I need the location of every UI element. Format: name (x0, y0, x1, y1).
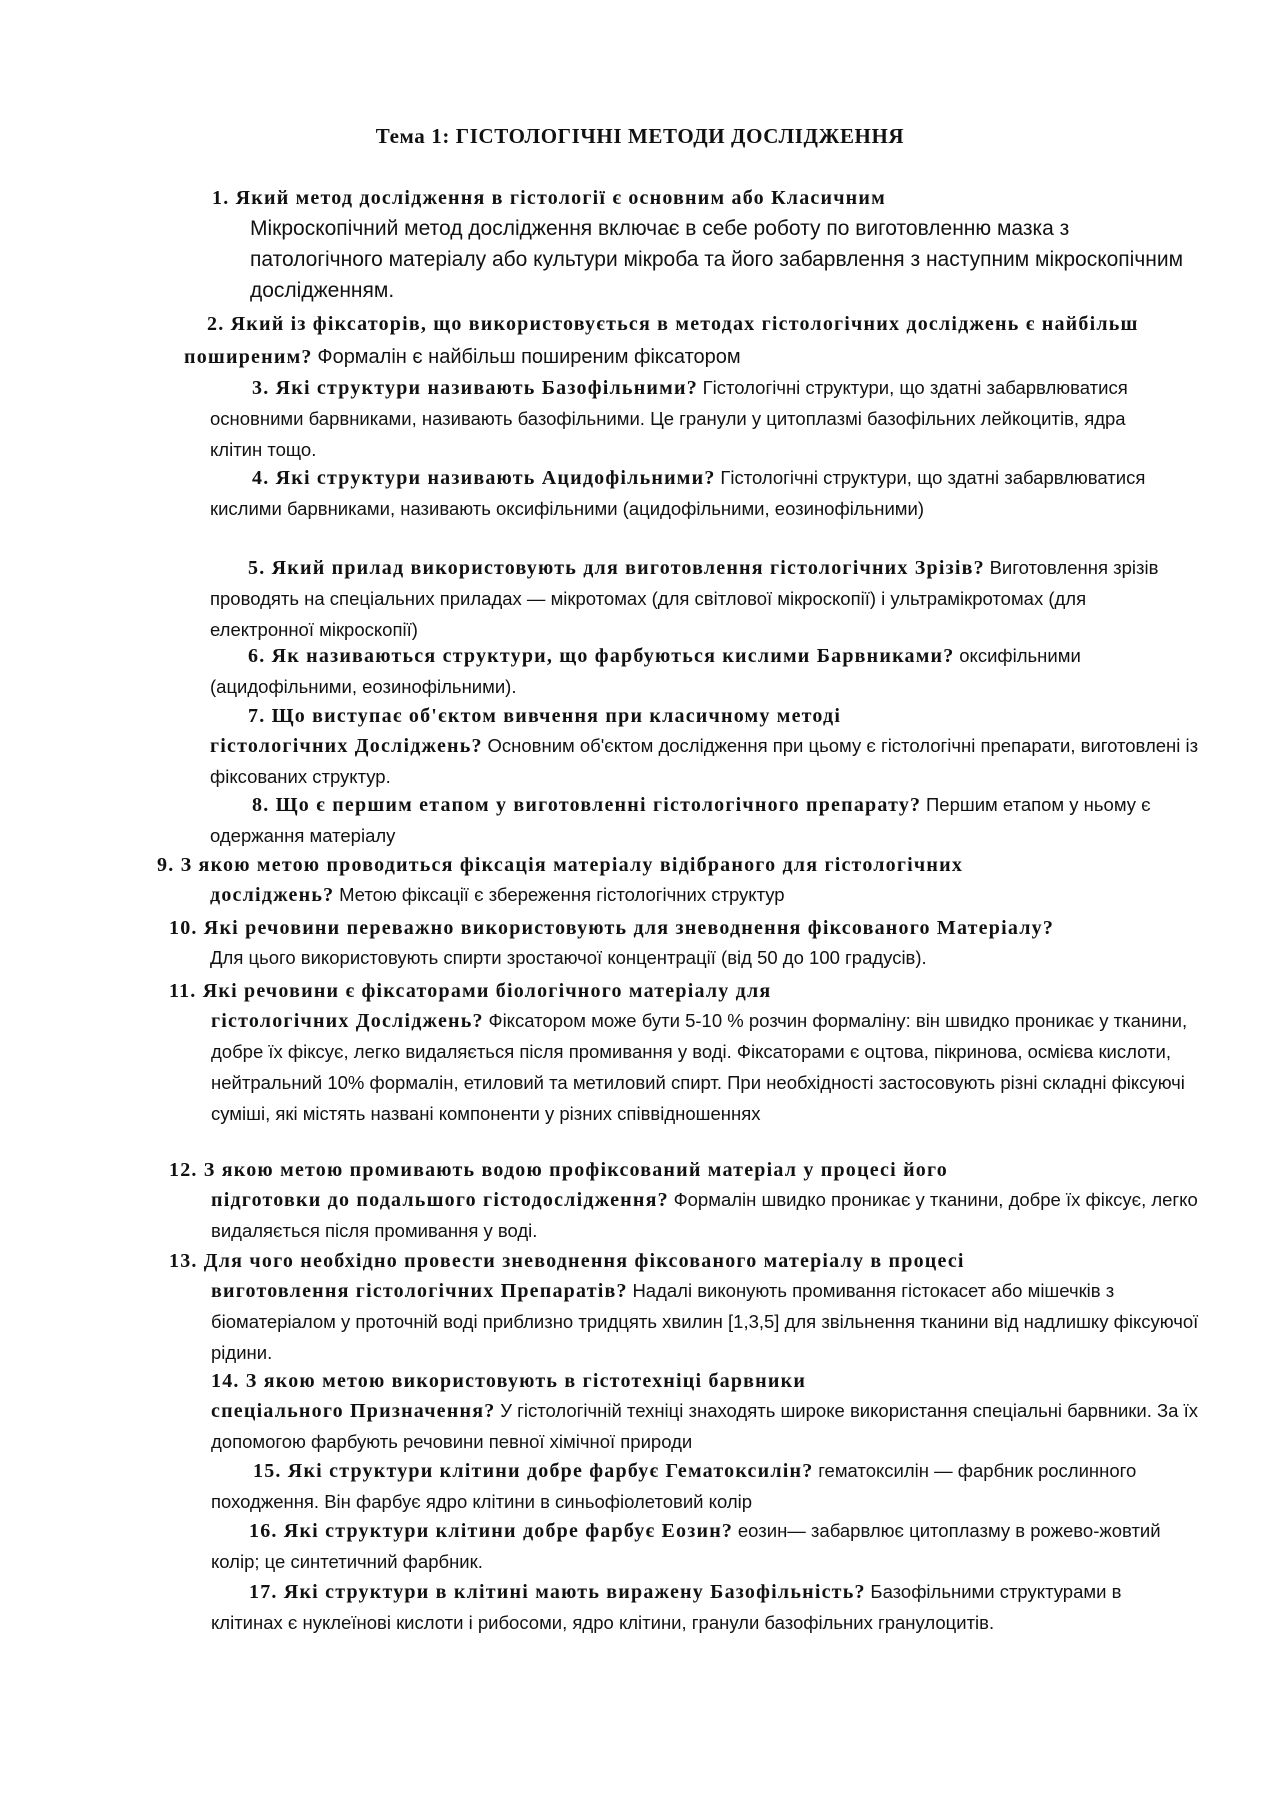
question-2 (184, 308, 1174, 374)
question-2-text: 2. Який із фіксаторів, що використовується в методах гістологічних досліджень є найбільш поширеним? (184, 313, 1139, 368)
answer-16-text: еозин— забарвлює цитоплазму в рожево-жовтий колір; це синтетичний фарбник. (211, 1520, 1161, 1572)
page-title: Тема 1: ГІСТОЛОГІЧНІ МЕТОДИ ДОСЛІДЖЕННЯ (375, 124, 905, 148)
answer-10-text: Для цього використовують спирти зростаючої концентрації (від 50 до 100 градусів). (210, 947, 927, 968)
answer-12-text: Формалін швидко проникає у тканини, добре їх фіксує, легко видаляється після промивання у воді. (211, 1189, 1198, 1241)
question-12 (169, 1155, 1209, 1247)
question-8-text: 8. Що є першим етапом у виготовленні гістологічного препарату? (252, 794, 922, 816)
question-17-text: 17. Які структури в клітині мають виражену Базофільність? (249, 1581, 866, 1603)
question-11-text: 11. Які речовини є фіксаторами біологічного матеріалу для (169, 980, 772, 1002)
question-7 (210, 701, 1230, 793)
question-5 (210, 553, 1170, 646)
answer-8-text: Першим етапом у ньому є одержання матеріалу (210, 794, 1151, 846)
question-13-text: 13. Для чого необхідно провести зневоднення фіксованого матеріалу в процесі (169, 1250, 965, 1272)
question-1-text: 1. Який метод дослідження в гістології є основним або Класичним (212, 187, 886, 209)
answer-4-text: Гістологічні структури, що здатні забарвлюватися кислими барвниками, називають оксифільними (ацидофільними, еозинофільними) (210, 467, 1146, 519)
question-6 (210, 641, 1170, 703)
question-14-text: 14. З якою метою використовують в гістотехніці барвники (211, 1370, 807, 1392)
answer-9-text: Метою фіксації є збереження гістологічних структур (339, 884, 785, 905)
answer-7-text: Основним об'єктом дослідження при цьому є гістологічні препарати, виготовлені із фіксованих структур. (210, 735, 1199, 787)
question-9-text-cont: досліджень? (210, 884, 335, 906)
question-13 (169, 1246, 1209, 1369)
question-7-text: 7. Що виступає об'єктом вивчення при класичному методі (248, 705, 842, 727)
question-12-text: 12. З якою метою промивають водою профіксований матеріал у процесі його (169, 1159, 948, 1181)
answer-17-text: Базофільними структурами в клітинах є нуклеїнові кислоти і рибосоми, ядро клітини, гранули базофільних гранулоцитів. (211, 1581, 1122, 1633)
question-16-text: 16. Які структури клітини добре фарбує Еозин? (249, 1520, 734, 1542)
question-9-text: 9. З якою метою проводиться фіксація матеріалу відібраного для гістологічних (157, 854, 964, 876)
question-4-text: 4. Які структури називають Ацидофільними? (252, 467, 716, 489)
answer-2-text: Формалін є найбільш поширеним фіксатором (317, 346, 741, 368)
question-15 (211, 1456, 1171, 1518)
question-14-text-cont: спеціального Призначення? (211, 1400, 496, 1422)
question-1 (212, 183, 1202, 306)
answer-6-text: оксифільними (ацидофільними, еозинофільними). (210, 645, 1081, 697)
question-13-text-cont: виготовлення гістологічних Препаратів? (211, 1280, 628, 1302)
question-11 (169, 976, 1209, 1130)
answer-3-text: Гістологічні структури, що здатні забарвлюватися основними барвниками, називають базофільними. Це гранули у цитоплазмі базофільних лейкоцитів, ядра клітин тощо. (210, 377, 1128, 460)
question-5-text: 5. Який прилад використовують для виготовлення гістологічних Зрізів? (248, 557, 985, 579)
answer-11-text: Фіксатором може бути 5-10 % розчин формаліну: він швидко проникає у тканини, добре їх фіксує, легко видаляється після промивання у воді. Фіксаторами є оцтова, пікринова, осмієва кислоти, нейтральний 10% формалін, етиловий та метиловий спирт. При необхідності застосовують різні складні фіксуючі суміші, які містять названі компоненти у різних співвідношеннях (211, 1010, 1188, 1124)
question-11-text-cont: гістологічних Досліджень? (211, 1010, 484, 1032)
question-10 (169, 913, 1229, 973)
question-9 (157, 850, 1217, 911)
answer-13-text: Надалі виконують промивання гістокасет або мішечків з біоматеріалом у проточній воді приблизно тридцять хвилин [1,3,5] для звільнення тканини від надлишку фіксуючої рідини. (211, 1280, 1199, 1363)
question-3-text: 3. Які структури називають Базофільними? (252, 377, 698, 399)
answer-14-text: У гістологічній техніці знаходять широке використання спеціальні барвники. За їх допомогою фарбують речовини певної хімічної природи (211, 1400, 1199, 1452)
question-15-text: 15. Які структури клітини добре фарбує Гематоксилін? (253, 1460, 814, 1482)
answer-15-text: гематоксилін — фарбник рослинного походження. Він фарбує ядро клітини в синьофіолетовий колір (211, 1460, 1137, 1512)
question-3 (210, 373, 1170, 466)
question-10-text: 10. Які речовини переважно використовують для зневоднення фіксованого Матеріалу? (169, 917, 1055, 939)
answer-5-text: Виготовлення зрізів проводять на спеціальних приладах — мікротомах (для світлової мікроскопії) і ультрамікротомах (для електронної мікроскопії) (210, 557, 1159, 640)
question-8 (210, 790, 1170, 852)
question-7-text-cont: гістологічних Досліджень? (210, 735, 483, 757)
answer-1-text: Мікроскопічний метод дослідження включає в себе роботу по виготовленню мазка з патологічного матеріалу або культури мікроба та його забарвлення з наступним мікроскопічним дослідженням. (250, 217, 1184, 302)
question-14 (211, 1366, 1211, 1458)
question-12-text-cont: підготовки до подальшого гістодослідження? (211, 1189, 669, 1211)
question-4 (210, 463, 1170, 525)
question-17 (211, 1577, 1171, 1639)
question-16 (211, 1516, 1171, 1578)
question-6-text: 6. Як називаються структури, що фарбуються кислими Барвниками? (248, 645, 955, 667)
